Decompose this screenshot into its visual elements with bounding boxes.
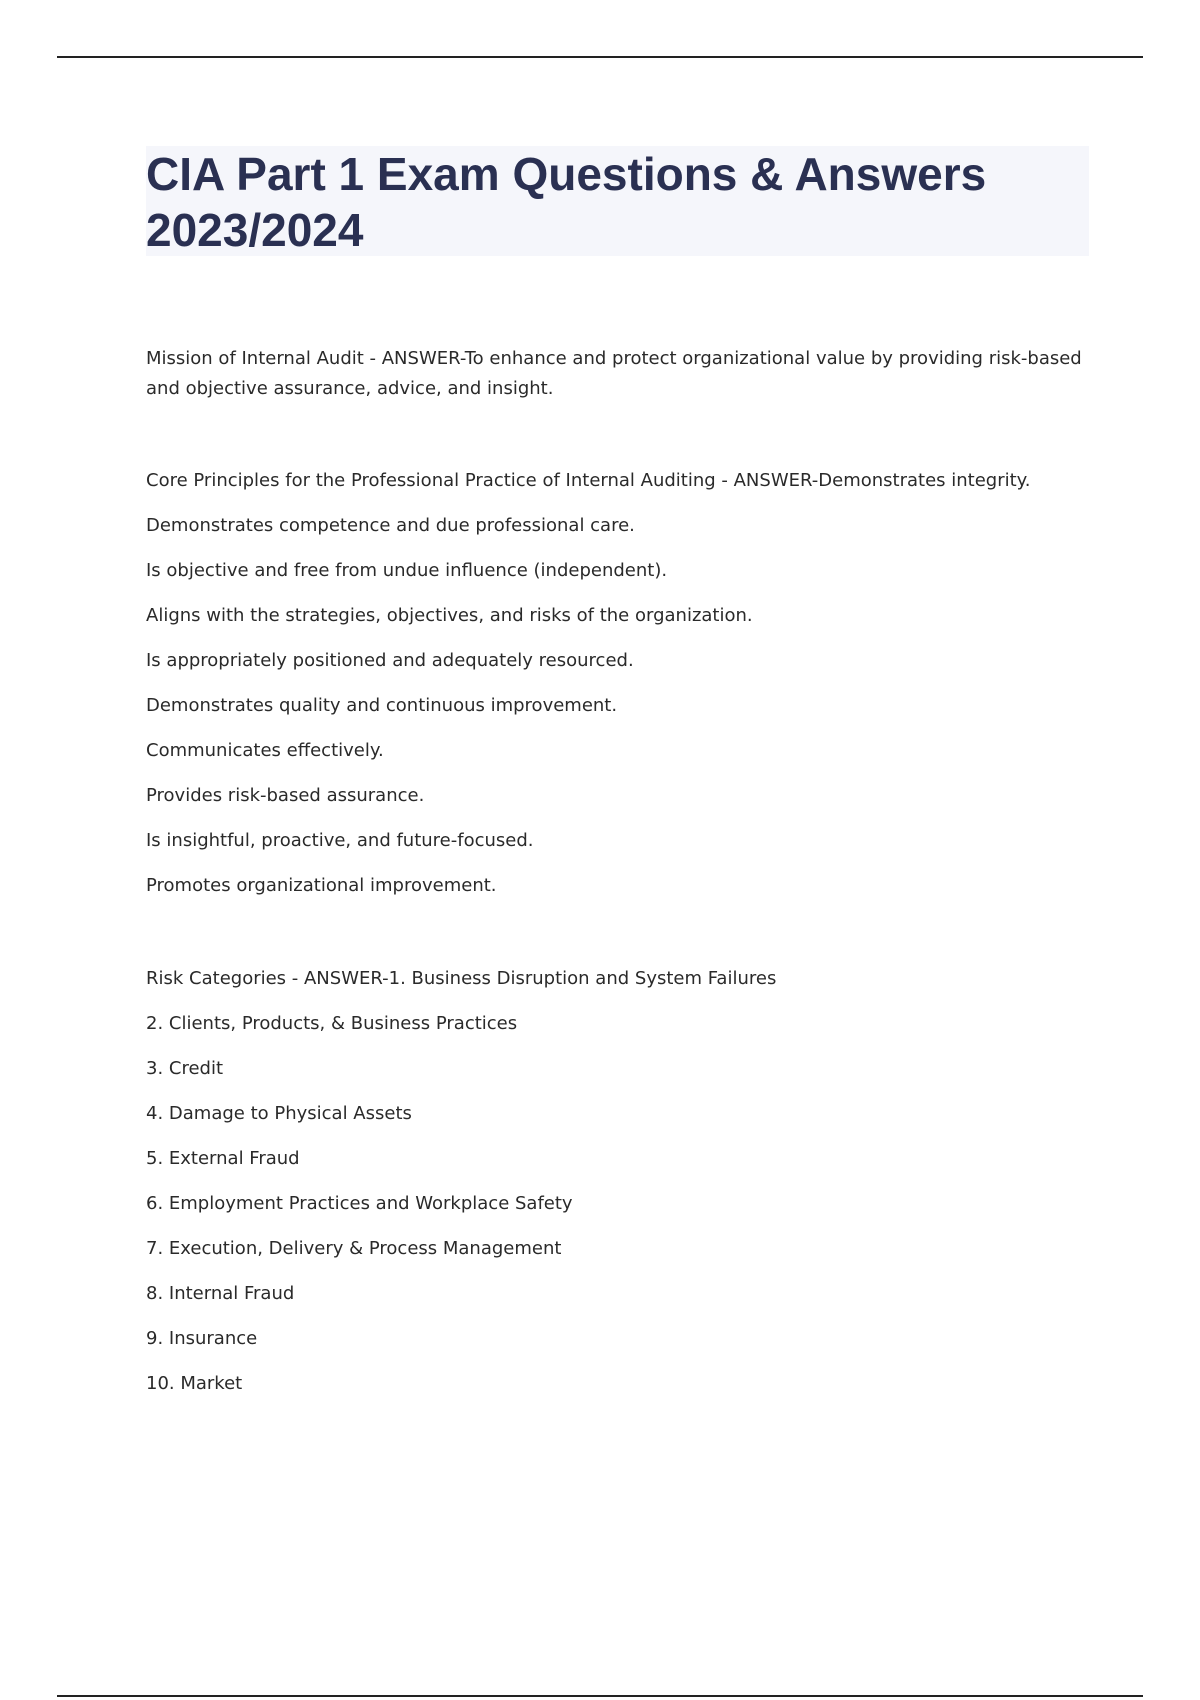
qa-core-principles [146,466,1091,916]
list-item: Demonstrates quality and continuous improvement. [146,695,618,716]
list-item: Promotes organizational improvement. [146,875,497,896]
list-item: Provides risk-based assurance. [146,785,425,806]
title-banner [146,146,1089,256]
top-divider [57,56,1143,58]
list-item: Is objective and free from undue influence (independent). [146,560,668,581]
qa-mission-text: Mission of Internal Audit - ANSWER-To enhance and protect organizational value by providing risk-based and objective assurance, advice, and insight. [146,348,1082,399]
list-item: 3. Credit [146,1058,224,1079]
list-item: Core Principles for the Professional Practice of Internal Auditing - ANSWER-Demonstrates integrity. [146,470,1031,491]
list-item: 5. External Fraud [146,1148,300,1169]
qa-mission [146,344,1091,404]
list-item: Aligns with the strategies, objectives, and risks of the organization. [146,605,753,626]
list-item: 2. Clients, Products, & Business Practices [146,1013,518,1034]
bottom-divider [57,1695,1143,1697]
list-item: Communicates effectively. [146,740,384,761]
list-item: Risk Categories - ANSWER-1. Business Disruption and System Failures [146,968,777,989]
qa-risk-categories [146,964,1091,1414]
document-title: CIA Part 1 Exam Questions & Answers 2023/2024 [146,148,987,256]
list-item: 8. Internal Fraud [146,1283,295,1304]
list-item: 7. Execution, Delivery & Process Management [146,1238,562,1259]
list-item: 10. Market [146,1373,243,1394]
list-item: Is insightful, proactive, and future-focused. [146,830,534,851]
list-item: 4. Damage to Physical Assets [146,1103,412,1124]
list-item: 9. Insurance [146,1328,258,1349]
list-item: Demonstrates competence and due professional care. [146,515,635,536]
list-item: Is appropriately positioned and adequately resourced. [146,650,634,671]
list-item: 6. Employment Practices and Workplace Safety [146,1193,573,1214]
